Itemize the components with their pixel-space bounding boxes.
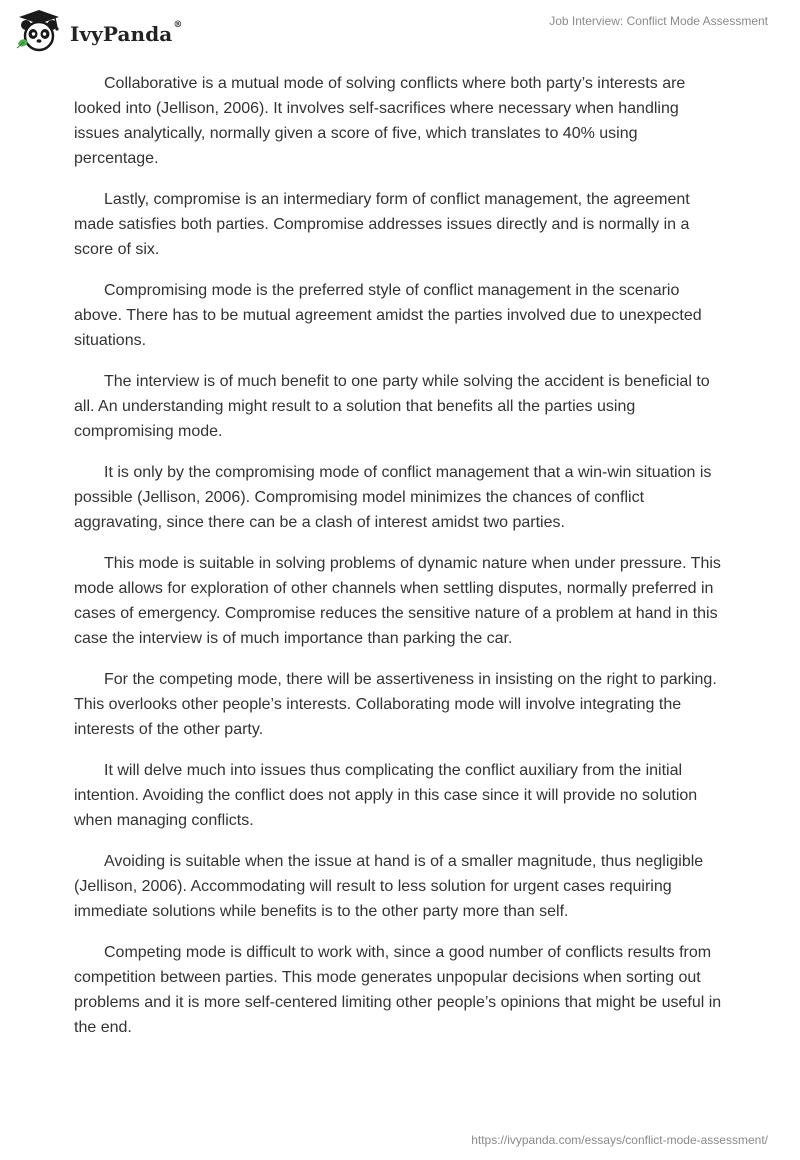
paragraph: Collaborative is a mutual mode of solving conflicts where both party’s interests are looked into (Jellison, 2006). It involves self-sacrifices where necessary when handling issues analytically, normally given a score of five, which translates to 40% using percentage. [74,75,686,167]
brand-name: IvyPanda® [70,20,183,46]
paragraph: Compromising mode is the preferred style of conflict management in the scenario above. There has to be mutual agreement amidst the parties involved due to unexpected situations. [74,282,702,349]
paragraph: This mode is suitable in solving problems of dynamic nature when under pressure. This mode allows for exploration of other channels when settling disputes, normally preferred in cases of emergency. Compromise reduces the sensitive nature of a problem at hand in this case the interview is of much importance than parking the car. [74,555,721,647]
panda-graduate-icon [14,8,64,56]
brand-logo[interactable] [14,8,182,56]
source-url-link[interactable]: https://ivypanda.com/essays/conflict-mode-assessment/ [471,1133,768,1147]
paragraph: Competing mode is difficult to work with, since a good number of conflicts results from competition between parties. This mode generates unpopular decisions when sorting out problems and it is more self-centered limiting other people’s opinions that might be useful in the end. [74,944,722,1036]
paragraph: The interview is of much benefit to one party while solving the accident is beneficial to all. An understanding might result to a solution that benefits all the parties using compromising mode. [74,373,710,440]
paragraph: It will delve much into issues thus complicating the conflict auxiliary from the initial intention. Avoiding the conflict does not apply in this case since it will provide no solution when managing conflicts. [74,762,698,829]
paragraph: Avoiding is suitable when the issue at hand is of a smaller magnitude, thus negligible (Jellison, 2006). Accommodating will result to less solution for urgent cases requiring immediate solutions while benefits is to the other party more than self. [74,853,704,920]
essay-body [74,71,724,1056]
paragraph: Lastly, compromise is an intermediary form of conflict management, the agreement made satisfies both parties. Compromise addresses issues directly and is normally in a score of six. [74,191,690,258]
page-header [0,0,800,60]
paragraph: It is only by the compromising mode of conflict management that a win-win situation is possible (Jellison, 2006). Compromising model minimizes the chances of conflict aggravating, since there can be a clash of interest amidst two parties. [74,464,712,531]
registered-mark: ® [173,20,183,30]
paragraph: For the competing mode, there will be assertiveness in insisting on the right to parking. This overlooks other people’s interests. Collaborating mode will involve integrating the interests of the other party. [74,671,717,738]
document-title: Job Interview: Conflict Mode Assessment [549,14,768,28]
